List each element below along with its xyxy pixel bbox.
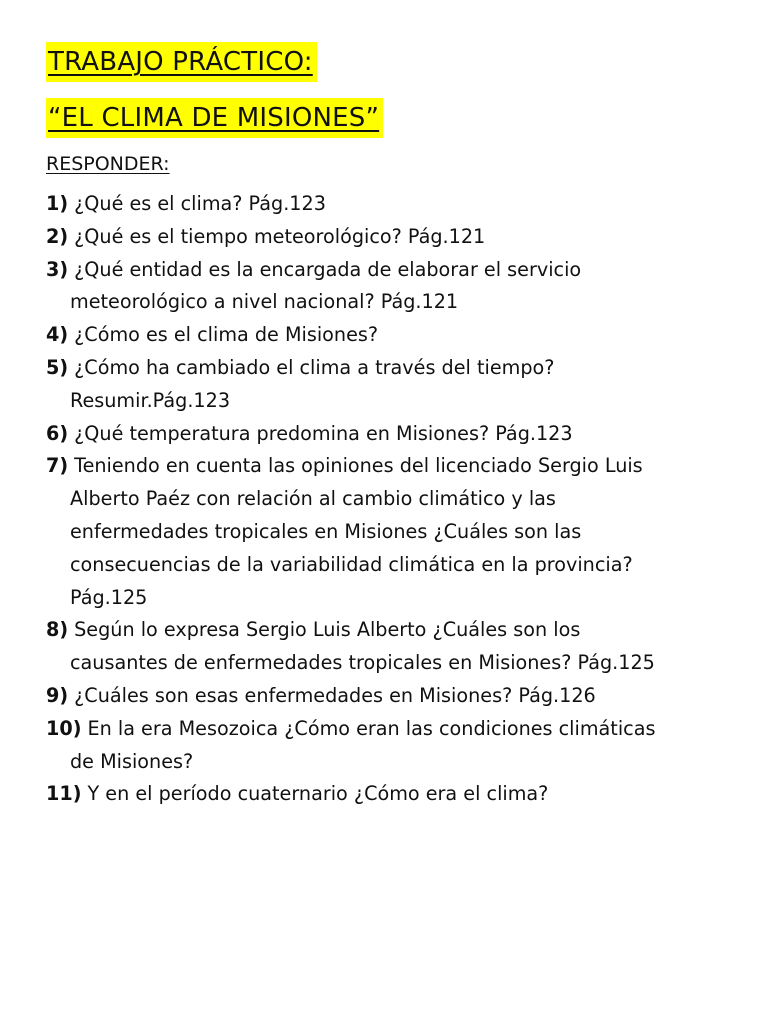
- question-10: [46, 713, 728, 779]
- question-text: ¿Cómo ha cambiado el clima a través del tiempo?: [74, 355, 555, 379]
- question-number: 7): [46, 454, 69, 478]
- question-5: [46, 352, 728, 418]
- question-text-continued: Pág.125: [70, 585, 148, 609]
- question-text: ¿Qué temperatura predomina en Misiones? Pág.123: [74, 421, 573, 445]
- title-clima-de-misiones: “EL CLIMA DE MISIONES”: [46, 98, 383, 138]
- instruction-responder: RESPONDER:: [46, 153, 170, 175]
- question-number: 3): [46, 257, 69, 281]
- question-text-continued: consecuencias de la variabilidad climática en la provincia?: [70, 552, 633, 576]
- question-4: [46, 319, 728, 352]
- question-11: [46, 778, 728, 811]
- question-text-continued: causantes de enfermedades tropicales en Misiones? Pág.125: [70, 651, 655, 675]
- question-8: [46, 614, 728, 680]
- question-number: 8): [46, 618, 69, 642]
- question-text-continued: Alberto Paéz con relación al cambio climático y las: [70, 487, 556, 511]
- question-text-continued: de Misiones?: [70, 749, 194, 773]
- question-3: [46, 254, 728, 320]
- question-number: 6): [46, 421, 69, 445]
- question-7: [46, 450, 728, 614]
- question-text: Según lo expresa Sergio Luis Alberto ¿Cuáles son los: [74, 618, 581, 642]
- question-number: 11): [46, 782, 82, 806]
- question-text: ¿Qué entidad es la encargada de elaborar el servicio: [74, 257, 582, 281]
- question-number: 2): [46, 224, 69, 248]
- question-text: En la era Mesozoica ¿Cómo eran las condiciones climáticas: [87, 716, 656, 740]
- question-number: 1): [46, 192, 69, 215]
- question-text: ¿Qué es el clima? Pág.123: [74, 192, 326, 215]
- question-text-continued: meteorológico a nivel nacional? Pág.121: [70, 290, 459, 314]
- question-6: [46, 418, 728, 451]
- question-text-continued: enfermedades tropicales en Misiones ¿Cuáles son las: [70, 519, 582, 543]
- question-number: 4): [46, 323, 69, 347]
- question-text-continued: Resumir.Pág.123: [70, 388, 231, 412]
- question-text: ¿Qué es el tiempo meteorológico? Pág.121: [74, 224, 486, 248]
- question-text: Y en el período cuaternario ¿Cómo era el clima?: [87, 782, 549, 806]
- question-number: 10): [46, 716, 82, 740]
- question-text: Teniendo en cuenta las opiniones del licenciado Sergio Luis: [74, 454, 643, 478]
- question-text: ¿Cómo es el clima de Misiones?: [74, 323, 379, 347]
- question-text: ¿Cuáles son esas enfermedades en Misiones? Pág.126: [74, 683, 596, 707]
- question-2: [46, 221, 728, 254]
- question-list: [46, 188, 728, 811]
- question-number: 9): [46, 683, 69, 707]
- title-trabajo-practico: TRABAJO PRÁCTICO:: [46, 42, 317, 82]
- question-number: 5): [46, 355, 69, 379]
- question-9: [46, 680, 728, 713]
- question-1: [46, 188, 728, 221]
